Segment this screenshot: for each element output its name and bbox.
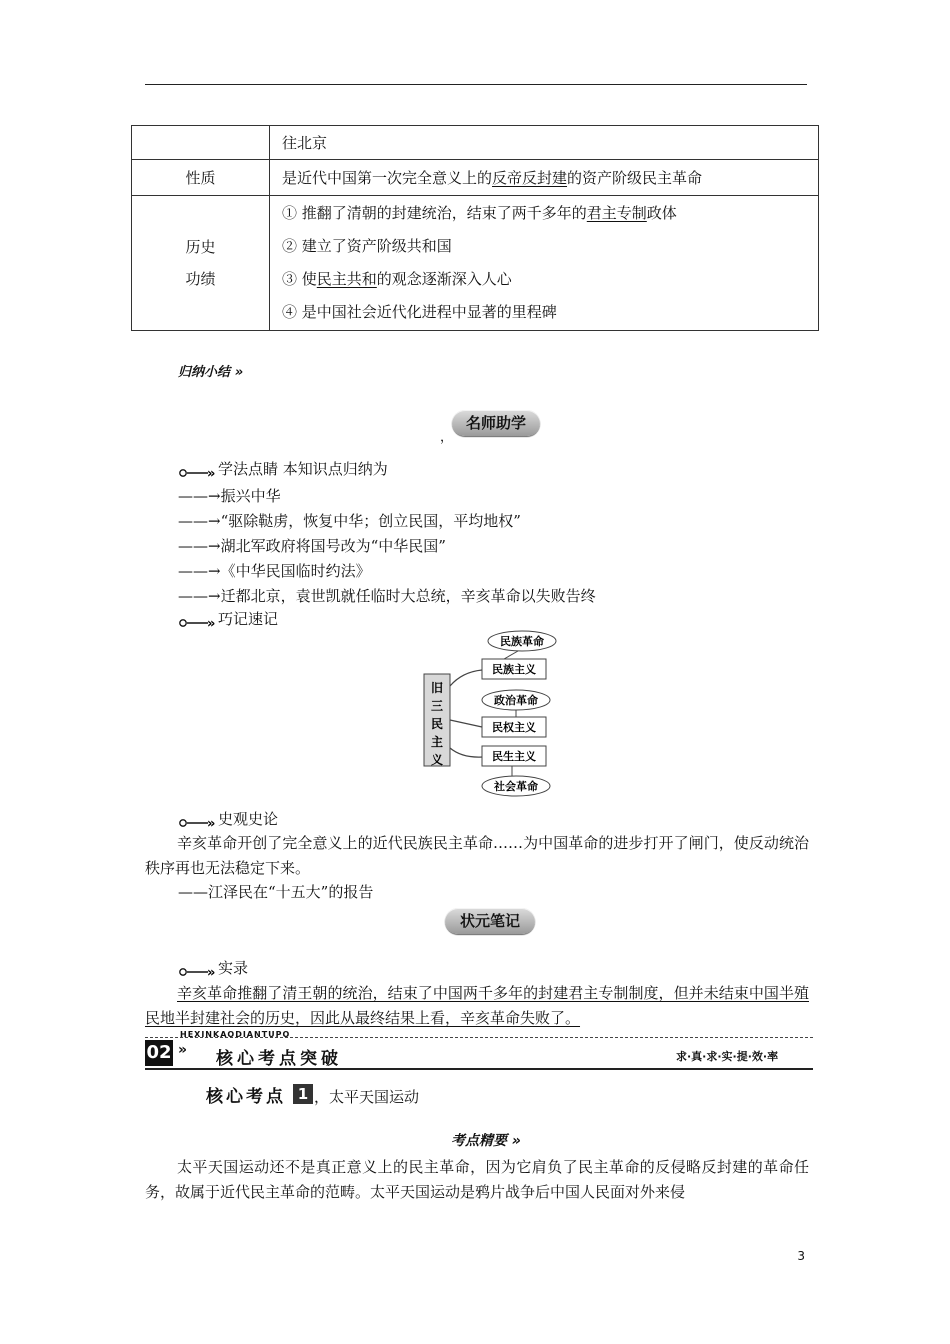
section-pinyin: HEXINKAODIANTUPO bbox=[180, 1030, 291, 1039]
diagram-root-char: 旧 bbox=[430, 681, 444, 695]
table-row bbox=[132, 196, 819, 331]
list-item: ——→迁都北京，袁世凯就任临时大总统，辛亥革命以失败告终 bbox=[178, 587, 596, 605]
label-line: 功绩 bbox=[185, 270, 216, 288]
diagram-oval-label: 社会革命 bbox=[494, 780, 538, 793]
notes-badge: 状元笔记 bbox=[445, 908, 535, 934]
section-title: 核心考点突破 bbox=[216, 1049, 342, 1069]
diagram-box-label: 民生主义 bbox=[492, 750, 536, 763]
table-cell-label bbox=[132, 126, 270, 160]
diagram-root-char: 三 bbox=[430, 699, 444, 713]
teacher-help-badge: 名师助学 bbox=[452, 410, 540, 436]
summary-label bbox=[178, 361, 243, 380]
three-principles-diagram bbox=[420, 630, 580, 802]
underlined-term: 民主共和 bbox=[316, 270, 377, 288]
header-rule bbox=[145, 84, 807, 85]
double-chevron-icon: » bbox=[511, 1133, 521, 1149]
page-number: 3 bbox=[797, 1249, 805, 1263]
double-chevron-icon: » bbox=[234, 365, 244, 380]
table-cell-label: 性质 bbox=[132, 160, 270, 196]
label-line: 历史 bbox=[185, 238, 216, 256]
diagram-box-label: 民族主义 bbox=[492, 663, 536, 676]
text-segment: 是近代中国第一次完全意义上的 bbox=[282, 169, 493, 187]
banner-bottom-rule bbox=[145, 1068, 813, 1070]
diagram-root-char: 义 bbox=[430, 753, 444, 767]
key-point-label-text: 考点精要 bbox=[451, 1133, 507, 1149]
summary-table bbox=[131, 125, 819, 331]
history-view-text: 辛亥革命开创了完全意义上的近代民族民主革命……为中国革命的进步打开了闸门，使反动统治秩序再也无法稳定下来。 bbox=[145, 834, 809, 877]
text-segment: 的资产阶级民主革命 bbox=[567, 169, 703, 187]
text-segment: 政体 bbox=[646, 204, 677, 222]
arrow-bullet-icon bbox=[178, 465, 218, 479]
list-item: ② 建立了资产阶级共和国 bbox=[282, 237, 452, 255]
study-method-heading bbox=[178, 458, 388, 479]
record-heading bbox=[178, 957, 248, 978]
underlined-term: 反帝反封建 bbox=[492, 169, 568, 187]
key-point-text: 太平天国运动还不是真正意义上的民主革命，因为它肩负了民主革命的反侵略反封建的革命任务，故属于近代民主革命的范畴。太平天国运动是鸦片战争后中国人民面对外来侵 bbox=[145, 1158, 809, 1201]
quick-memory-heading bbox=[178, 608, 278, 629]
underlined-term: 君主专制 bbox=[586, 204, 647, 222]
table-row bbox=[132, 126, 819, 160]
core-point-text: ，太平天国运动 bbox=[314, 1088, 420, 1106]
table-cell-label bbox=[132, 196, 270, 331]
summary-label-text: 归纳小结 bbox=[178, 365, 231, 380]
arrow-bullet-icon bbox=[178, 815, 218, 829]
svg-text:»: » bbox=[207, 467, 216, 479]
diagram-oval-label: 民族革命 bbox=[500, 635, 544, 648]
history-view-title: 史观史论 bbox=[218, 810, 279, 828]
study-method-list bbox=[178, 484, 596, 609]
text-segment: 的观念逐渐深入人心 bbox=[376, 270, 512, 288]
core-point-number: 1 bbox=[293, 1084, 313, 1104]
svg-text:»: » bbox=[207, 617, 216, 629]
section-slogan: 求·真·求·实·提·效·率 bbox=[676, 1050, 779, 1063]
table-cell-text: 往北京 bbox=[270, 126, 819, 160]
diagram-root-char: 民 bbox=[430, 717, 444, 731]
diagram-connector bbox=[450, 670, 482, 686]
double-chevron-icon: » bbox=[178, 1042, 188, 1058]
diagram-connector bbox=[504, 651, 518, 659]
list-item: ——→振兴中华 bbox=[178, 487, 281, 505]
list-item bbox=[282, 263, 818, 296]
svg-text:»: » bbox=[207, 966, 216, 978]
table-cell-text bbox=[270, 160, 819, 196]
record-title: 实录 bbox=[218, 959, 249, 977]
text-segment: ① 推翻了清朝的封建统治，结束了两千多年的 bbox=[282, 204, 587, 222]
stray-comma: ， bbox=[440, 430, 454, 445]
table-cell-text bbox=[270, 196, 819, 331]
text-segment: ③ 使 bbox=[282, 270, 317, 288]
study-method-title: 学法点睛 本知识点归纳为 bbox=[218, 460, 388, 478]
diagram-connector bbox=[450, 720, 482, 727]
list-item: ④ 是中国社会近代化进程中显著的里程碑 bbox=[282, 303, 557, 321]
section-number: 02 bbox=[145, 1040, 173, 1066]
diagram-box-label: 民权主义 bbox=[492, 721, 536, 734]
arrow-bullet-icon bbox=[178, 964, 218, 978]
core-point-title: 核心考点 bbox=[206, 1087, 286, 1107]
quick-memory-title: 巧记速记 bbox=[218, 610, 279, 628]
list-item: ——→湖北军政府将国号改为“中华民国” bbox=[178, 537, 446, 555]
history-view-heading bbox=[178, 808, 278, 829]
list-item: ——→《中华民国临时约法》 bbox=[178, 562, 371, 580]
diagram-connector bbox=[450, 748, 482, 757]
record-text: 辛亥革命推翻了清王朝的统治，结束了中国两千多年的封建君主专制制度，但并未结束中国半殖民地半封建社会的历史，因此从最终结果上看，辛亥革命失败了。 bbox=[145, 984, 809, 1027]
svg-text:»: » bbox=[207, 817, 216, 829]
arrow-bullet-icon bbox=[178, 615, 218, 629]
history-view-source: ——江泽民在“十五大”的报告 bbox=[178, 883, 374, 901]
list-item: ——→“驱除鞑虏，恢复中华；创立民国，平均地权” bbox=[178, 512, 521, 530]
diagram-oval-label: 政治革命 bbox=[494, 694, 538, 707]
table-row bbox=[132, 160, 819, 196]
diagram-root-char: 主 bbox=[430, 735, 444, 749]
list-item bbox=[282, 197, 818, 230]
key-point-label bbox=[451, 1130, 521, 1150]
